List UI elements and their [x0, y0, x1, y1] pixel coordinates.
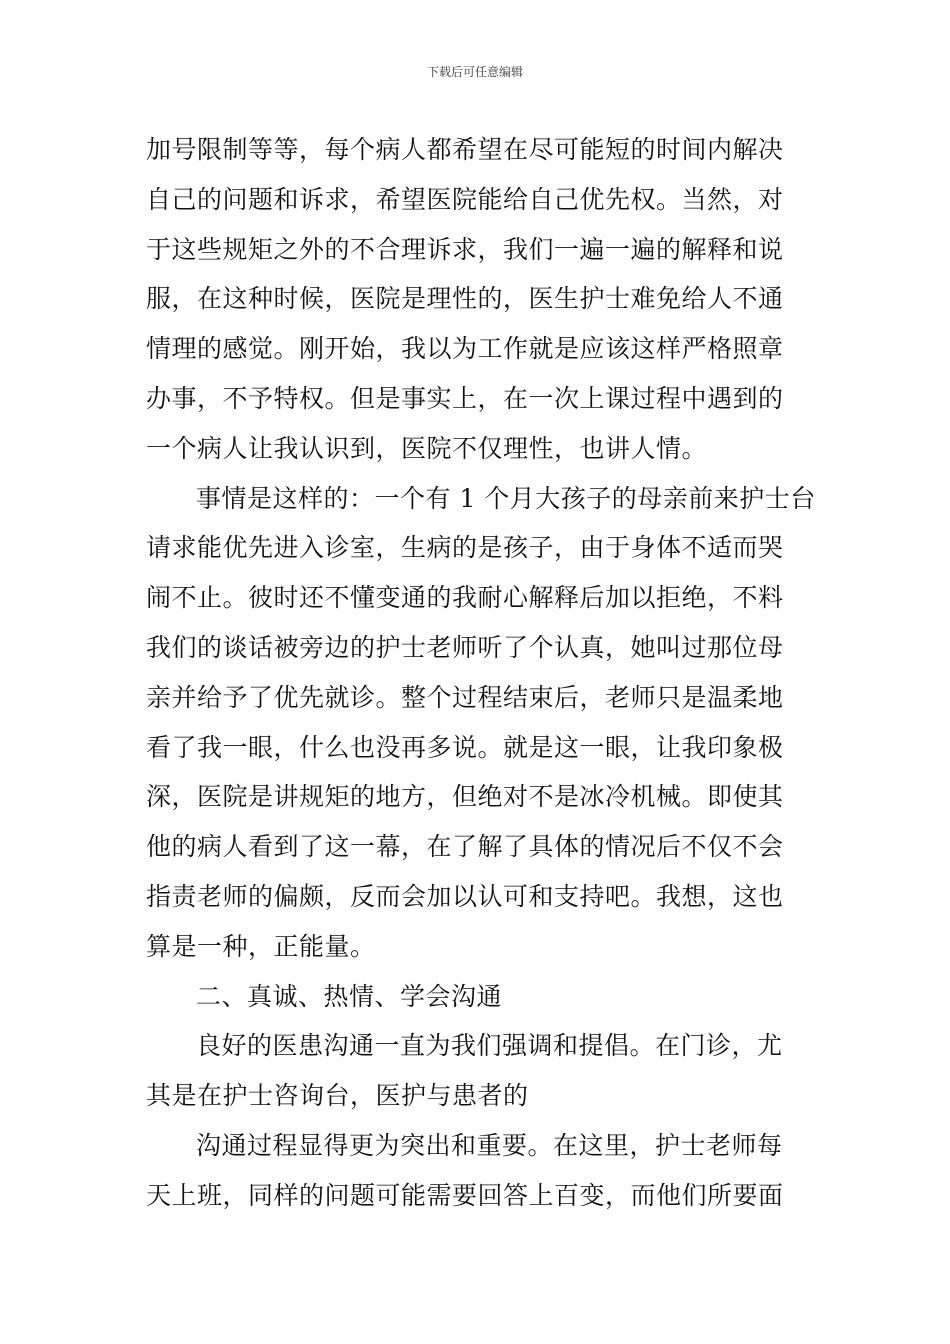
text-line: 办事，不予特权。但是事实上，在一次上课过程中遇到的 [146, 383, 784, 413]
paragraph-2 [146, 474, 816, 972]
text-line: 良好的医患沟通一直为我们强调和提倡。在门诊，尤 [196, 1031, 783, 1061]
text-line: 深，医院是讲规矩的地方，但绝对不是冰冷机械。即使其 [146, 782, 784, 812]
text-line: 其是在护士咨询台，医护与患者的 [146, 1081, 529, 1111]
text-line: 闹不止。彼时还不懂变通的我耐心解释后加以拒绝，不料 [146, 583, 784, 613]
section-heading-text: 二、真诚、热情、学会沟通 [196, 981, 503, 1011]
paragraph-4 [146, 1121, 816, 1221]
document-body [146, 125, 816, 1221]
paragraph-3 [146, 1021, 816, 1121]
text-line: 服，在这种时候，医院是理性的，医生护士难免给人不通 [146, 284, 784, 314]
text-line: 他的病人看到了这一幕，在了解了具体的情况后不仅不会 [146, 832, 784, 862]
text-line: 一个病人让我认识到，医院不仅理性，也讲人情。 [146, 433, 708, 463]
text-line: 我们的谈话被旁边的护士老师听了个认真，她叫过那位母 [146, 632, 784, 662]
text-line: 事情是这样的：一个有 1 个月大孩子的母亲前来护士台 [196, 483, 816, 513]
text-line: 自己的问题和诉求，希望医院能给自己优先权。当然，对 [146, 184, 784, 214]
text-line: 亲并给予了优先就诊。整个过程结束后，老师只是温柔地 [146, 682, 784, 712]
text-line: 看了我一眼，什么也没再多说。就是这一眼，让我印象极 [146, 732, 784, 762]
section-heading [146, 972, 816, 1022]
paragraph-1 [146, 125, 816, 474]
text-line: 情理的感觉。刚开始，我以为工作就是应该这样严格照章 [146, 334, 784, 364]
text-line: 加号限制等等，每个病人都希望在尽可能短的时间内解决 [146, 135, 784, 164]
text-line: 算是一种，正能量。 [146, 931, 376, 961]
text-line: 天上班，同样的问题可能需要回答上百变，而他们所要面 [146, 1180, 784, 1210]
text-line: 沟通过程显得更为突出和重要。在这里，护士老师每 [196, 1130, 783, 1160]
text-line: 指责老师的偏颇，反而会加以认可和支持吧。我想，这也 [146, 881, 784, 911]
page-header [0, 64, 950, 80]
text-line: 于这些规矩之外的不合理诉求，我们一遍一遍的解释和说 [146, 234, 784, 264]
text-line: 请求能优先进入诊室，生病的是孩子，由于身体不适而哭 [146, 533, 784, 563]
header-text: 下载后可任意编辑 [426, 65, 523, 79]
